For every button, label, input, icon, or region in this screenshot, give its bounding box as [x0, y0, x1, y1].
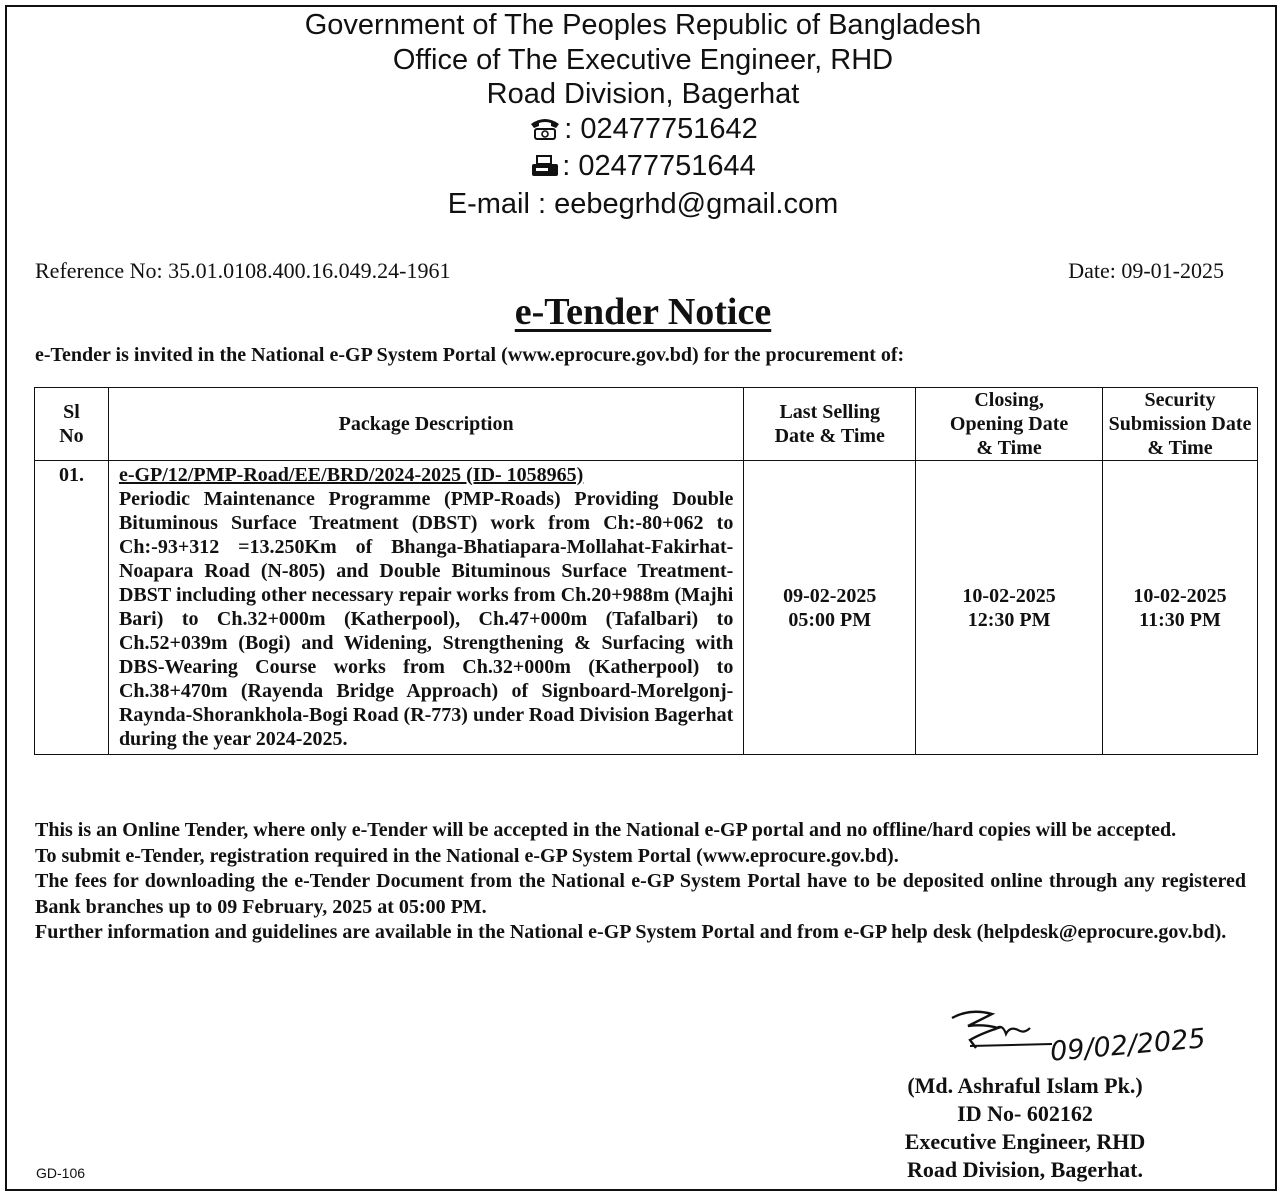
- cell-closing-opening: 10-02-2025 12:30 PM: [916, 461, 1103, 755]
- phone-number: : 02477751642: [564, 112, 758, 145]
- form-code: GD-106: [36, 1165, 86, 1181]
- signatory-designation: Executive Engineer, RHD: [904, 1129, 1146, 1154]
- telephone-icon: [528, 115, 562, 150]
- cell-security-submission: 10-02-2025 11:30 PM: [1103, 461, 1258, 755]
- table-row: [35, 461, 1258, 755]
- fax-icon: [530, 152, 560, 187]
- fax-number: : 02477751644: [562, 150, 756, 182]
- tender-table: [34, 387, 1258, 755]
- cell-package-description: [108, 461, 743, 755]
- signatory-office: Road Division, Bagerhat.: [907, 1157, 1143, 1182]
- header-closing-opening: Closing, Opening Date & Time: [916, 388, 1103, 461]
- terms-fees: The fees for downloading the e-Tender Document from the National e-GP System Portal have to be deposited online through any registered Bank branches up to 09 February, 2025 at 05:00 PM.: [35, 870, 1246, 918]
- fax-line: [0, 149, 1286, 187]
- package-description-text: Periodic Maintenance Programme (PMP-Roads) Providing Double Bituminous Surface Treatment (DBST) work from Ch:-80+062 to Ch:-93+312 =13.250Km of Bhanga-Bhatiapara-Mollahat-Fakirhat-Noapara Road (N-805) and Double Bituminous Surface Treatment-DBST including other necessary repair works from Ch.20+988m (Majhi Bari) to Ch.32+000m (Katherpool), Ch.47+000m (Tafalbari) to Ch.52+039m (Bogi) and Widening, Strengthening & Surfacing with DBS-Wearing Course works from Ch.32+000m (Katherpool) to Ch.38+470m (Rayenda Bridge Approach) of Signboard-Morelgonj-Raynda-Shorankhola-Bogi Road (R-773) under Road Division Bagerhat during the year 2024-2025.: [118, 488, 734, 750]
- email-line: E-mail : eebegrhd@gmail.com: [447, 187, 839, 220]
- reference-number: Reference No: 35.01.0108.400.16.049.24-1961: [35, 258, 451, 283]
- terms-section: [35, 818, 1246, 946]
- letterhead-line-division: Road Division, Bagerhat: [486, 78, 800, 110]
- cell-last-selling: 09-02-2025 05:00 PM: [744, 461, 916, 755]
- notice-date: Date: 09-01-2025: [1068, 258, 1224, 283]
- letterhead-line-office: Office of The Executive Engineer, RHD: [392, 43, 894, 76]
- intro-text: e-Tender is invited in the National e-GP System Portal (www.eprocure.gov.bd) for the procurement of:: [35, 344, 905, 366]
- terms-registration: To submit e-Tender, registration required in the National e-GP System Portal (www.eprocure.gov.bd).: [35, 844, 899, 867]
- phone-line: [0, 112, 1286, 150]
- header-last-selling: Last Selling Date & Time: [744, 388, 916, 461]
- header-package-description: Package Description: [108, 388, 743, 461]
- terms-helpdesk: Further information and guidelines are available in the National e-GP System Portal and from e-GP help desk (helpdesk@eprocure.gov.bd).: [35, 921, 1227, 943]
- table-header-row: [35, 388, 1258, 461]
- cell-sl: 01.: [35, 461, 109, 755]
- package-id: e-GP/12/PMP-Road/EE/BRD/2024-2025 (ID- 1058965): [118, 464, 584, 486]
- handwritten-date: 09/02/2025: [1048, 1023, 1207, 1068]
- handwritten-signature: [940, 1000, 1060, 1065]
- signatory-name: (Md. Ashraful Islam Pk.): [907, 1073, 1143, 1098]
- signatory-id: ID No- 602162: [957, 1101, 1093, 1126]
- header-security-submission: Security Submission Date & Time: [1103, 388, 1258, 461]
- terms-online-only: This is an Online Tender, where only e-Tender will be accepted in the National e-GP portal and no offline/hard copies will be accepted.: [35, 819, 1177, 841]
- signatory-block: [880, 1072, 1170, 1184]
- header-sl-no: Sl No: [35, 388, 109, 461]
- notice-title: e-Tender Notice: [514, 291, 772, 333]
- letterhead-line-government: Government of The Peoples Republic of Bangladesh: [304, 9, 982, 41]
- letterhead: [0, 8, 1286, 221]
